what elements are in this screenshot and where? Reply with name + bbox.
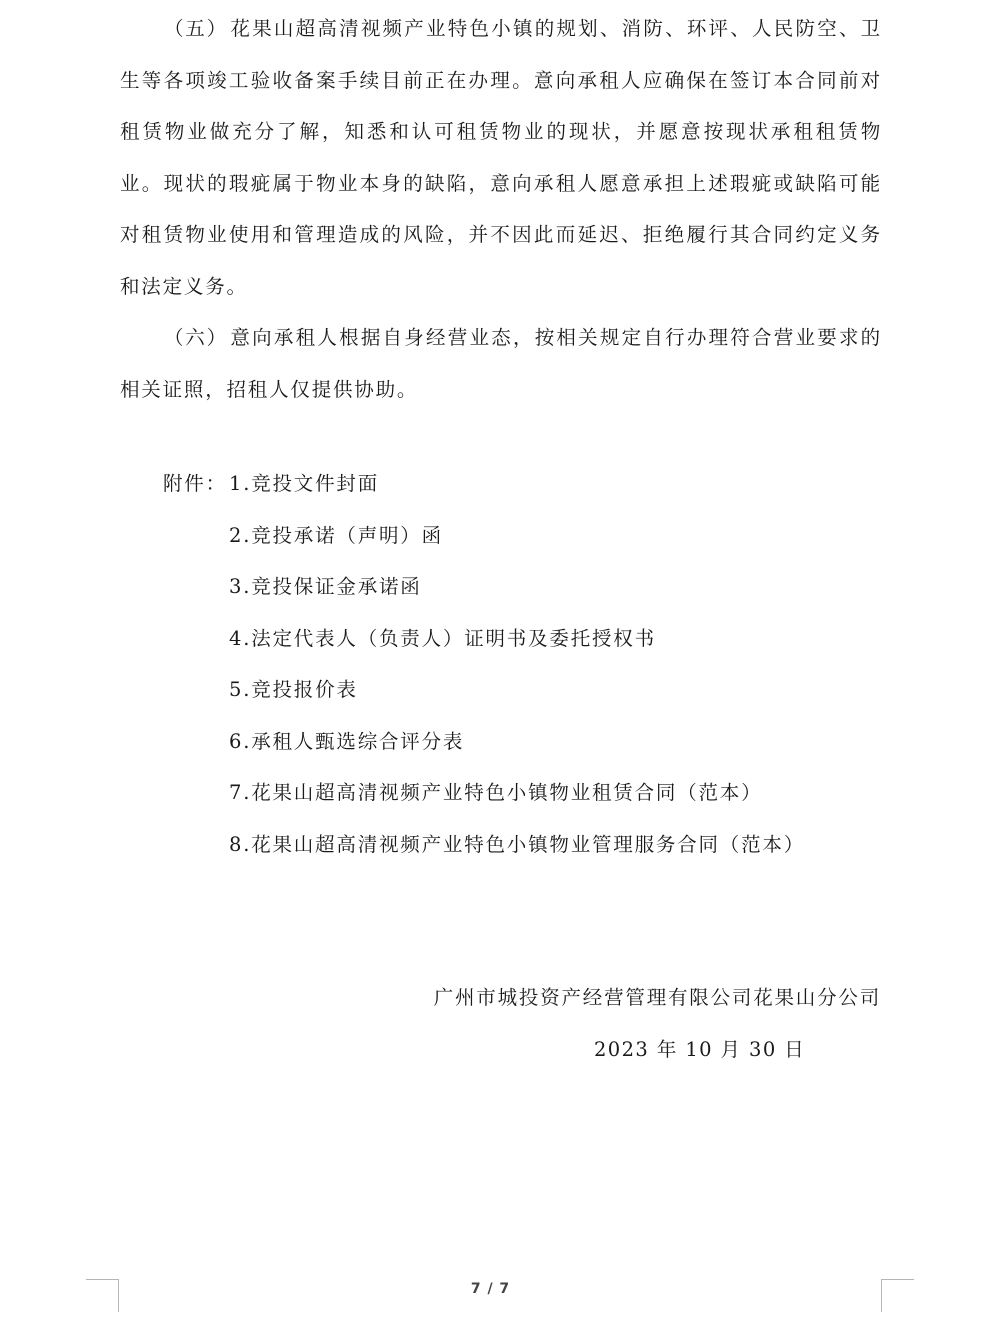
list-item (163, 458, 805, 510)
attachment-item: 5.竞投报价表 (229, 678, 358, 701)
list-item (163, 664, 805, 716)
attachment-item: 6.承租人甄选综合评分表 (229, 729, 465, 753)
paragraph-text: 意向承租人根据自身经营业态，按相关规定自行办理符合营业要求的相关证照，招租人仅提供协助。 (120, 326, 882, 401)
signature-date: 2023 年 10 月 30 日 (594, 1038, 806, 1061)
paragraph-section-5 (120, 3, 882, 312)
attachment-item: 2.竞投承诺（声明）函 (229, 523, 443, 547)
signature-company: 广州市城投资产经营管理有限公司花果山分公司 (433, 986, 881, 1009)
attachment-item: 8.花果山超高清视频产业特色小镇物业管理服务合同（范本） (229, 832, 806, 856)
attachment-item: 1.竞投文件封面 (229, 472, 380, 495)
attachment-item: 4.法定代表人（负责人）证明书及委托授权书 (229, 626, 656, 650)
attachments-label: 附件： (163, 472, 227, 495)
list-item (163, 561, 805, 613)
list-item (163, 510, 805, 562)
paragraph-marker: （五） (164, 17, 228, 40)
page-number: 7 / 7 (470, 1281, 511, 1297)
attachment-item: 3.竞投保证金承诺函 (229, 575, 422, 598)
list-item (163, 716, 805, 768)
list-item (163, 767, 805, 819)
paragraph-marker: （六） (164, 326, 228, 349)
attachments-list (163, 458, 805, 870)
attachment-item: 7.花果山超高清视频产业特色小镇物业租赁合同（范本） (229, 781, 763, 804)
list-item (163, 819, 805, 871)
paragraph-text: 花果山超高清视频产业特色小镇的规划、消防、环评、人民防空、卫生等各项竣工验收备案手续目前正在办理。意向承租人应确保在签订本合同前对租赁物业做充分了解，知悉和认可租赁物业的现状，并愿意按现状承租租赁物业。现状的瑕疵属于物业本身的缺陷，意向承租人愿意承担上述瑕疵或缺陷可能对租赁物业使用和管理造成的风险，并不因此而延迟、拒绝履行其合同约定义务和法定义务。 (120, 17, 882, 298)
paragraph-section-6 (120, 312, 882, 415)
list-item (163, 613, 805, 665)
